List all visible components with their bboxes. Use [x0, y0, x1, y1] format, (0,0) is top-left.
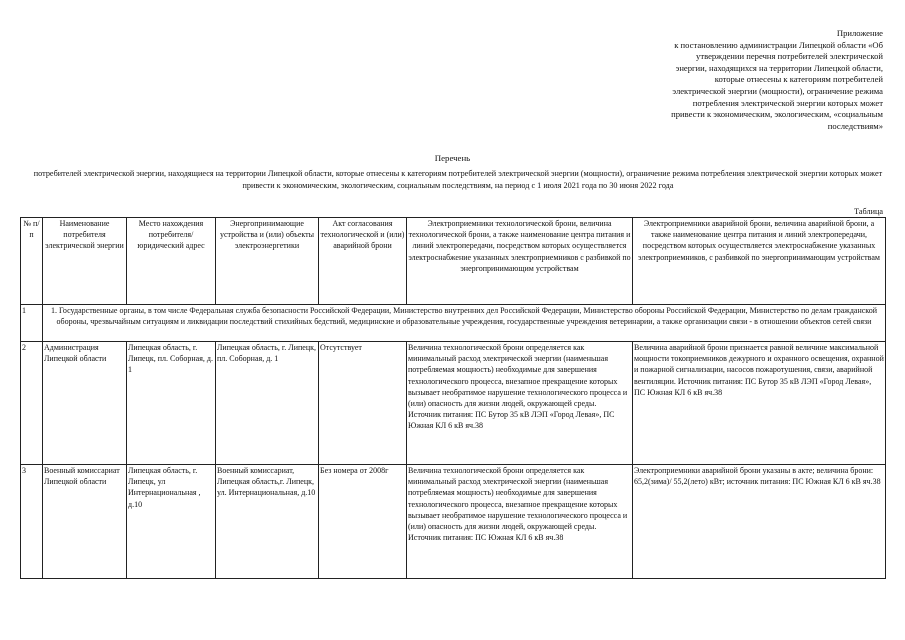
header-name: Наименование потребителя электрической энергии — [43, 218, 127, 305]
appendix-line: Приложение — [836, 28, 883, 38]
appendix-line: потребления электрической энергии которых может — [692, 97, 883, 108]
appendix-line: которые отнесены к категориям потребителей — [714, 74, 883, 85]
cell-emergency-reserve: Величина аварийной брони признается равной величине максимальной мощности токоприемников дежурного и охранного освещения, охранной и пожарной сигнализации, насосов пожаротушения, связи, аварийной вентиляции. Источник питания: ПС Бутор 35 кВ ЛЭП «Город Левая», ПС Южная КЛ 6 кВ яч.38 — [633, 342, 886, 465]
appendix-block — [633, 28, 883, 132]
document-subtitle: потребителей электрической энергии, находящиеся на территории Липецкой области, которые отнесены к категориям потребителей электрической энергии (мощности), ограничение режима потребления электрической энергии которых может привести к экономическим, экологическим, социальным последствиям, на период с 1 июля 2021 года по 30 июня 2022 года — [33, 169, 883, 190]
cell-name: Военный комиссариат Липецкой области — [43, 465, 127, 579]
header-address: Место нахождения потребителя/ юридический адрес — [127, 218, 216, 305]
appendix-line: энергии, находящихся на территории Липецкой области, — [675, 62, 883, 73]
header-emergency-reserve: Электроприемники аварийной брони, величина аварийной брони, а также наименование центра питания и линий электропередачи, посредством которых осуществляется электроснабжение указанных электроприемников, с разбивкой по энергопринимающим устройствам — [633, 218, 886, 305]
table-group-row — [21, 305, 886, 342]
consumers-table — [20, 217, 886, 579]
group-text: 1. Государственные органы, в том числе Федеральная служба безопасности Российской Федерации, Министерство внутренних дел Российской Федерации, Министерство обороны Российской Федерации, Министерство по делам гражданской обороны, чрезвычайным ситуациям и ликвидации последствий стихийных бедствий, медицинские и образовательные учреждения, государственные учреждения ветеринарии, а также организации связи - в отношении объектов сетей связи — [43, 305, 886, 342]
header-devices: Энергопринимающие устройства и (или) объекты электроэнергетики — [216, 218, 319, 305]
cell-address: Липецкая область, г. Липецк, пл. Соборная, д. 1 — [127, 342, 216, 465]
document-title: Перечень — [434, 153, 471, 163]
appendix-line: привести к экономическим, экологическим, «социальным — [671, 109, 883, 120]
cell-num: 2 — [21, 342, 43, 465]
header-tech-reserve: Электроприемники технологической брони, величина технологической брони, а также наименование центра питания и линий электропередачи, посредством которых осуществляется электроснабжение указанных электроприемников с разбивкой по энергопринимающим устройствам — [407, 218, 633, 305]
cell-num: 3 — [21, 465, 43, 579]
cell-devices: Липецкая область, г. Липецк, пл. Соборная, д. 1 — [216, 342, 319, 465]
table-row — [21, 342, 886, 465]
cell-emergency-reserve: Электроприемники аварийной брони указаны в акте; величина брони: 65,2(зима)/ 55,2(лето) кВт; источник питания: ПС Южная КЛ 6 кВ яч.38 — [633, 465, 886, 579]
header-num: № п/п — [21, 218, 43, 305]
cell-tech-reserve: Величина технологической брони определяется как минимальный расход электрической энергии (наименьшая потребляемая мощность) необходимые для завершения технологического процесса, внезапное прекращение которых вызывает необратимое нарушение технологического процесса и (или) опасность для жизни людей, окружающей среды. Источник питания: ПС Бутор 35 кВ ЛЭП «Город Левая», ПС Южная КЛ 6 кВ яч.38 — [407, 342, 633, 465]
cell-act: Отсутствует — [319, 342, 407, 465]
cell-act: Без номера от 2008г — [319, 465, 407, 579]
cell-devices: Военный комиссариат, Липецкая область,г. Липецк, ул. Интернациональная, д.10 — [216, 465, 319, 579]
table-row — [21, 465, 886, 579]
cell-tech-reserve: Величина технологической брони определяется как минимальный расход электрической энергии (наименьшая потребляемая мощность) необходимые для завершения технологического процесса, внезапное прекращение которых вызывает необратимое нарушение технологического процесса и (или) опасность для жизни людей, окружающей среды. Источник питания: ПС Южная КЛ 6 кВ яч.38 — [407, 465, 633, 579]
table-header-row — [21, 218, 886, 305]
appendix-line: электрической энергии (мощности), ограничение режима — [672, 85, 883, 96]
header-act: Акт согласования технологической и (или) аварийной брони — [319, 218, 407, 305]
group-num: 1 — [21, 305, 43, 342]
table-label: Таблица — [854, 207, 883, 216]
appendix-line: к постановлению администрации Липецкой области «Об — [674, 39, 883, 50]
appendix-line: утверждении перечня потребителей электрической — [696, 51, 883, 62]
cell-address: Липецкая область, г. Липецк, ул Интернациональная , д.10 — [127, 465, 216, 579]
cell-name: Администрация Липецкой области — [43, 342, 127, 465]
appendix-line: последствиям» — [827, 120, 883, 131]
